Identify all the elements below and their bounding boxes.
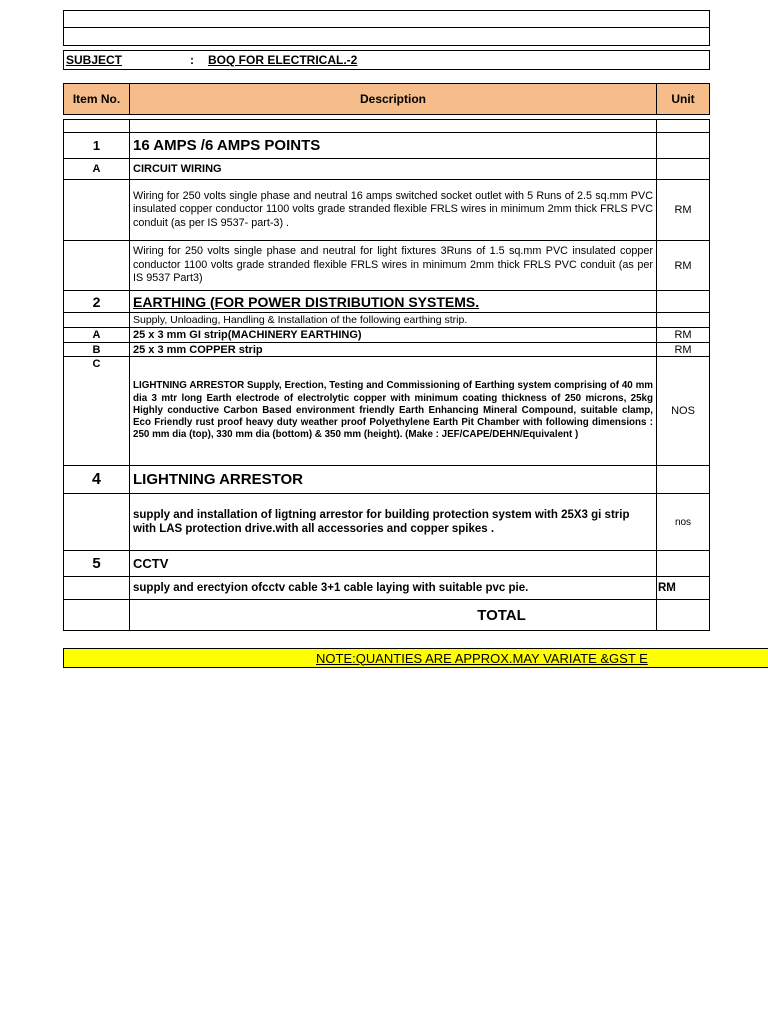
total-label-cell: TOTAL — [130, 600, 657, 630]
row-item-2-earthing — [64, 291, 709, 313]
description-cell: 25 x 3 mm GI strip(MACHINERY EARTHING) — [130, 328, 657, 342]
item-no-cell — [64, 120, 130, 132]
boq-table-body — [63, 119, 710, 631]
top-empty-rows — [63, 10, 710, 46]
item-no-cell: C — [64, 357, 130, 465]
item-no-cell: A — [64, 159, 130, 179]
unit-cell — [657, 159, 709, 179]
item-no-cell: 2 — [64, 291, 130, 312]
unit-cell — [657, 466, 709, 493]
row-total — [64, 600, 709, 630]
description-text: supply and installation of ligtning arrestor for building protection system with 25X3 gi strip with LAS protection drive.with all accessories and copper spikes . — [133, 509, 630, 535]
unit-cell: RM — [674, 329, 692, 341]
description-cell: supply and erectyion ofcctv cable 3+1 cable laying with suitable pvc pie. — [130, 577, 657, 599]
note-band — [63, 648, 768, 668]
row-wiring-light-fixtures — [64, 241, 709, 291]
description-cell — [130, 241, 657, 290]
item-no-cell: 5 — [64, 551, 130, 576]
table-header — [63, 83, 710, 115]
unit-cell — [657, 600, 709, 630]
unit-cell — [657, 291, 709, 312]
row-item-4-lightning-arrestor — [64, 466, 709, 494]
unit-cell: nos — [674, 516, 692, 528]
empty-row — [64, 28, 709, 45]
description-text: EARTHING (FOR POWER DISTRIBUTION SYSTEMS. — [133, 293, 480, 310]
row-wiring-socket-outlet — [64, 180, 709, 241]
description-cell — [130, 291, 657, 312]
description-cell: Supply, Unloading, Handling & Installation of the following earthing strip. — [130, 313, 657, 327]
unit-cell — [657, 313, 709, 327]
unit-cell — [657, 133, 709, 158]
item-no-cell: B — [64, 343, 130, 356]
item-no-cell — [64, 180, 130, 240]
row-item-b-copper-strip — [64, 343, 709, 357]
description-cell — [130, 120, 657, 132]
header-description: Description — [130, 84, 657, 114]
subject-colon: : — [190, 53, 194, 67]
unit-cell — [657, 120, 709, 132]
unit-cell: RM — [674, 259, 692, 272]
row-item-5-cctv — [64, 551, 709, 577]
unit-cell: RM — [658, 582, 676, 594]
subject-value: BOQ FOR ELECTRICAL.-2 — [208, 53, 358, 67]
description-cell — [130, 494, 657, 550]
description-cell: CIRCUIT WIRING — [130, 159, 657, 179]
item-no-cell — [64, 600, 130, 630]
description-cell — [130, 357, 657, 465]
item-no-cell — [64, 494, 130, 550]
row-empty — [64, 120, 709, 133]
row-item-a-circuit-wiring — [64, 159, 709, 180]
item-no-cell — [64, 241, 130, 290]
row-earthing-supply-note — [64, 313, 709, 328]
note-text: NOTE:QUANTIES ARE APPROX.MAY VARIATE &GST E — [316, 650, 648, 666]
subject-label: SUBJECT — [66, 53, 123, 67]
row-cctv-cable — [64, 577, 709, 600]
item-no-cell — [64, 577, 130, 599]
row-lightning-arrestor-supply — [64, 494, 709, 551]
description-cell: CCTV — [130, 551, 657, 576]
empty-row — [64, 11, 709, 28]
description-text: Wiring for 250 volts single phase and neutral for light fixtures 3Runs of 1.5 sq.mm PVC insulated copper conductor 1100 volts grade stranded flexible FRLS wires in minimum 2mm thick FRLS PVC conduit (as per IS 9537 Part3) — [133, 245, 653, 285]
description-text: Wiring for 250 volts single phase and neutral 16 amps switched socket outlet with 5 Runs of 2.5 sq.mm PVC insulated copper conductor 1100 volts grade stranded flexible FRLS wires in minimum 2mm thick FRLS PVC conduit (as per IS 9537- part-3) . — [133, 189, 653, 229]
row-item-c-lightning-arrestor-earthing — [64, 357, 709, 466]
header-item-no: Item No. — [64, 84, 130, 114]
row-item-a-gi-strip — [64, 328, 709, 343]
unit-cell — [657, 551, 709, 576]
unit-cell: RM — [674, 343, 692, 356]
item-no-cell: 1 — [64, 133, 130, 158]
header-unit: Unit — [671, 92, 695, 106]
unit-cell: NOS — [671, 405, 695, 417]
item-no-cell — [64, 313, 130, 327]
subject-row — [63, 50, 710, 70]
item-no-cell: A — [64, 328, 130, 342]
item-no-cell: 4 — [64, 466, 130, 493]
description-cell: 25 x 3 mm COPPER strip — [130, 343, 657, 356]
unit-cell: RM — [674, 204, 692, 216]
description-text: LIGHTNING ARRESTOR Supply, Erection, Testing and Commissioning of Earthing system comprising of 40 mm dia 3 mtr long Earth electrode of electrolytic copper with minimum coating thickness of 250 microns, 25kg Highly conductive Carbon Based environment friendly Earth Enhancing Mineral Compound, suitable clamp, Eco Friendly rust proof heavy duty weather proof Polyethylene Earth Pit Chamber with following dimensions : 250 mm dia (top), 330 mm dia (bottom) & 350 mm (height). (Make : JEF/CAPE/DEHN/Equivalent ) — [133, 380, 653, 441]
description-cell — [130, 180, 657, 240]
row-item-1-16-amps — [64, 133, 709, 159]
table-header-row — [64, 84, 709, 114]
description-cell: LIGHTNING ARRESTOR — [130, 466, 657, 493]
description-cell: 16 AMPS /6 AMPS POINTS — [130, 133, 657, 158]
